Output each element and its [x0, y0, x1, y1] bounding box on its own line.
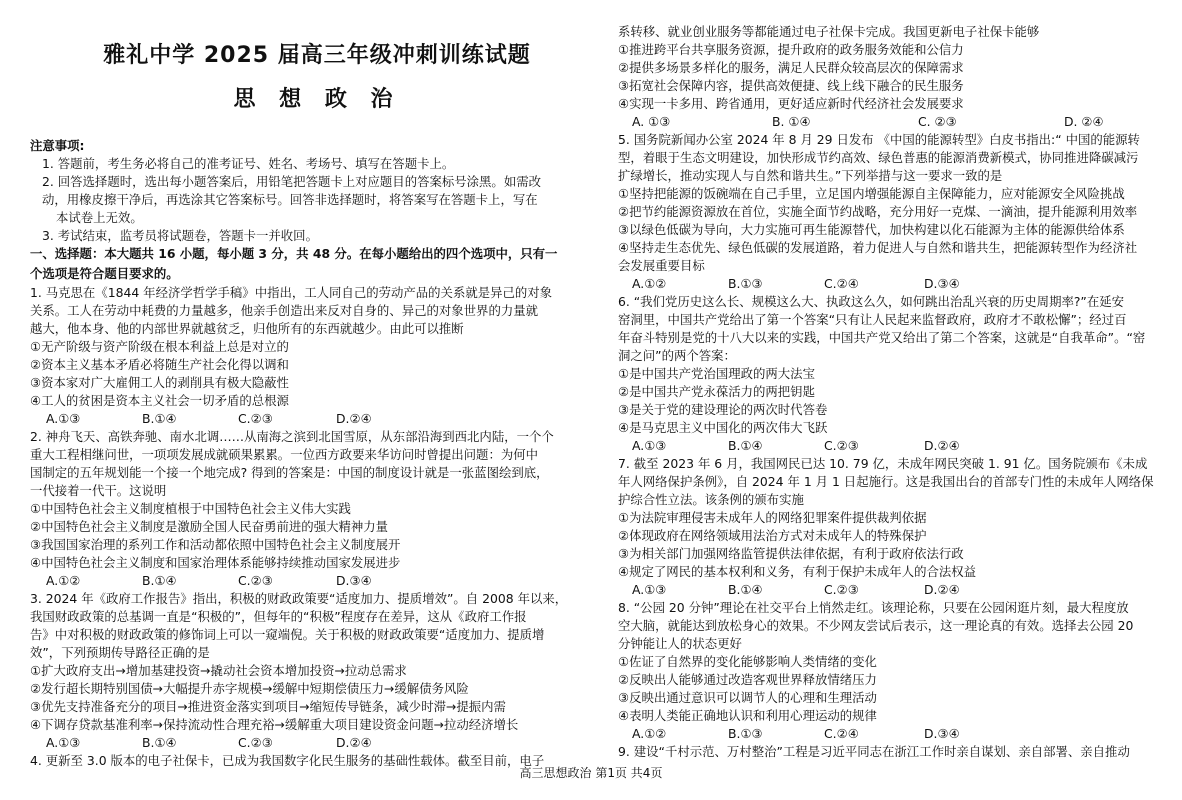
answer-choices — [618, 580, 1166, 600]
question-line: 9. 建设“千村示范、万村整治”工程是习近平同志在浙江工作时亲自谋划、亲自部署、亲自推动 — [618, 744, 1130, 759]
choice-b: B. ①④ — [772, 114, 811, 129]
page-footer: 高三思想政治 第1页 共4页 — [519, 766, 663, 780]
school-title: 雅礼中学 2025 届高三年级冲刺训练试题 — [103, 43, 531, 68]
choice-c: C.②④ — [824, 726, 859, 741]
choice-a: A.①③ — [46, 411, 81, 426]
question-line: 效”，下列预期传导路径正确的是 — [30, 645, 210, 660]
choice-a: A.①② — [632, 726, 667, 741]
option-item: ①佐证了自然界的变化能够影响人类情绪的变化 — [618, 654, 877, 669]
question-line: 关系。工人在劳动中耗费的力量越多，他亲手创造出来反对自身的、异己的对象世界的力量就 — [30, 303, 539, 318]
option-item: ④下调存贷款基准利率→保持流动性合理充裕→缓解重大项目建设资金问题→拉动经济增长 — [30, 717, 519, 732]
question-line: 1. 马克思在《1844 年经济学哲学手稿》中指出，工人同自己的劳动产品的关系就是异己的对象 — [30, 285, 553, 300]
choice-a: A.①③ — [632, 582, 667, 597]
option-item: ③资本家对广大雇佣工人的剥削具有极大隐蔽性 — [30, 375, 289, 390]
choice-c: C.②③ — [824, 438, 859, 453]
choice-c: C.②③ — [824, 582, 859, 597]
choice-c: C.②③ — [238, 735, 273, 750]
question-line: 5. 国务院新闻办公室 2024 年 8 月 29 日发布 《中国的能源转型》白皮书指出:“ 中国的能源转 — [618, 132, 1140, 147]
answer-choices — [618, 274, 1166, 294]
notice-heading: 注意事项: — [30, 138, 85, 153]
question-line: 告》中对积极的财政政策的修饰词上可以一窥端倪。关于积极的财政政策要“适度加力、提质增 — [30, 627, 545, 642]
option-item: ①坚持把能源的饭碗端在自己手里，立足国内增强能源自主保障能力，应对能源安全风险挑战 — [618, 186, 1125, 201]
option-item: ②中国特色社会主义制度是激励全国人民奋勇前进的强大精神力量 — [30, 519, 389, 534]
question-line: 重大工程相继问世，一项项发展成就硕果累累。一位西方政要来华访问时曾提出问题：为何中 — [30, 447, 539, 462]
option-item: ②反映出人能够通过改造客观世界释放情绪压力 — [618, 672, 877, 687]
notice-line: 本试卷上无效。 — [56, 210, 143, 225]
choice-d: D.②④ — [336, 411, 372, 426]
option-item: ④工人的贫困是资本主义社会一切矛盾的总根源 — [30, 393, 289, 408]
section-heading: 一、选择题：本大题共 16 小题，每小题 3 分，共 48 分。在每小题给出的四个选项中，只有一 — [30, 246, 558, 261]
choice-b: B.①④ — [142, 573, 177, 588]
option-item: ①为法院审理侵害未成年人的网络犯罪案件提供裁判依据 — [618, 510, 927, 525]
question-line: 3. 2024 年《政府工作报告》指出，积极的财政政策要“适度加力、提质增效”。自 2008 年以来， — [30, 591, 568, 606]
option-item: ②把节约能源资源放在首位，实施全面节约战略，充分用好一克煤、一滴油，提升能源利用效率 — [618, 204, 1138, 219]
answer-choices — [30, 733, 578, 753]
question-line: 我国财政政策的总基调一直是“积极的”，但每年的“积极”程度存在差异，这从《政府工作报 — [30, 609, 527, 624]
option-item: ④坚持走生态优先、绿色低碳的发展道路，着力促进人与自然和谐共生，把能源转型作为经济社 — [618, 240, 1138, 255]
choice-b: B.①④ — [142, 411, 177, 426]
question-line: 4. 更新至 3.0 版本的电子社保卡，已成为我国数字化民生服务的基础性载体。截至目前，电子 — [30, 753, 545, 768]
question-line: 护综合性立法。该条例的颁布实施 — [618, 492, 804, 507]
choice-b: B.①④ — [142, 735, 177, 750]
choice-d: D.②④ — [924, 438, 960, 453]
question-line: 空大脑，就能达到放松身心的效果。不少网友尝试后表示，这一理论真的有效。选择去公园 20 — [618, 618, 1134, 633]
choice-b: B.①③ — [728, 276, 763, 291]
answer-choices — [618, 724, 1166, 744]
option-item: ②体现政府在网络领域用法治方式对未成年人的特殊保护 — [618, 528, 927, 543]
option-item: ④是马克思主义中国化的两次伟大飞跃 — [618, 420, 828, 435]
choice-d: D.③④ — [924, 276, 960, 291]
option-item: ②资本主义基本矛盾必将随生产社会化得以调和 — [30, 357, 289, 372]
choice-c: C. ②③ — [918, 114, 957, 129]
choice-c: C.②③ — [238, 411, 273, 426]
option-item: 会发展重要目标 — [618, 258, 705, 273]
notice-line: 动，用橡皮擦干净后，再选涂其它答案标号。回答非选择题时，将答案写在答题卡上，写在 — [42, 192, 538, 207]
choice-b: B.①④ — [728, 438, 763, 453]
option-item: ③为相关部门加强网络监管提供法律依据，有利于政府依法行政 — [618, 546, 964, 561]
question-line: 2. 神舟飞天、高铁奔驰、南水北调……从南海之滨到北国雪原，从东部沿海到西北内陆，一个个 — [30, 429, 554, 444]
choice-d: D. ②④ — [1064, 114, 1104, 129]
option-item: ①扩大政府支出→增加基建投资→撬动社会资本增加投资→拉动总需求 — [30, 663, 407, 678]
choice-c: C.②④ — [824, 276, 859, 291]
option-item: ③优先支持准备充分的项目→推进资金落实到项目→缩短传导链条，减少时滞→提振内需 — [30, 699, 506, 714]
option-item: ④中国特色社会主义制度和国家治理体系能够持续推动国家发展进步 — [30, 555, 401, 570]
option-item: ③我国国家治理的系列工作和活动都依照中国特色社会主义制度展开 — [30, 537, 401, 552]
question-line: 分钟能让人的状态更好 — [618, 636, 742, 651]
subject-title: 思 想 政 治 — [233, 87, 401, 112]
question-line: 8. “公园 20 分钟”理论在社交平台上悄然走红。该理论称，只要在公园闲逛片刻，最大程度放 — [618, 600, 1129, 615]
answer-choices — [30, 571, 578, 591]
answer-choices — [618, 436, 1166, 456]
question-line: 型，着眼于生态文明建设，加快形成节约高效、绿色普惠的能源消费新模式，协同推进降碳减污 — [618, 150, 1139, 165]
choice-b: B.①④ — [728, 582, 763, 597]
option-item: ④规定了网民的基本权利和义务，有利于保护未成年人的合法权益 — [618, 564, 977, 579]
answer-choices — [30, 409, 578, 429]
question-line: 一代接着一代干。这说明 — [30, 483, 167, 498]
choice-d: D.②④ — [924, 582, 960, 597]
option-item: ②发行超长期特别国债→大幅提升赤字规模→缓解中短期偿债压力→缓解债务风险 — [30, 681, 469, 696]
option-item: ②提供多场景多样化的服务，满足人民群众较高层次的保障需求 — [618, 60, 964, 75]
question-line: 7. 截至 2023 年 6 月，我国网民已达 10. 79 亿，未成年网民突破 1. 91 亿。国务院颁布《未成 — [618, 456, 1148, 471]
option-item: ①是中国共产党治国理政的两大法宝 — [618, 366, 815, 381]
choice-d: D.②④ — [336, 735, 372, 750]
choice-b: B.①③ — [728, 726, 763, 741]
question-line: 年人网络保护条例》，自 2024 年 1 月 1 日起施行。这是我国出台的首部专门性的未成年人网络保 — [618, 474, 1154, 489]
choice-d: D.③④ — [336, 573, 372, 588]
option-item: ①中国特色社会主义制度植根于中国特色社会主义伟大实践 — [30, 501, 351, 516]
option-item: ④实现一卡多用、跨省通用，更好适应新时代经济社会发展要求 — [618, 96, 964, 111]
notice-line: 1. 答题前，考生务必将自己的准考证号、姓名、考场号、填写在答题卡上。 — [42, 156, 455, 171]
choice-a: A. ①③ — [632, 114, 671, 129]
option-item: ③是关于党的建设理论的两次时代答卷 — [618, 402, 828, 417]
question-line: 窑洞里，中国共产党给出了第一个答案“只有让人民起来监督政府，政府才不敢松懈”；经过百 — [618, 312, 1127, 327]
question-line: 年奋斗特别是党的十八大以来的实践，中国共产党又给出了第二个答案，这就是“自我革命”。“窑 — [618, 330, 1146, 345]
choice-a: A.①② — [632, 276, 667, 291]
option-item: ①无产阶级与资产阶级在根本利益上总是对立的 — [30, 339, 289, 354]
option-item: ②是中国共产党永葆活力的两把钥匙 — [618, 384, 815, 399]
option-item: ③拓宽社会保障内容，提供高效便捷、线上线下融合的民生服务 — [618, 78, 964, 93]
answer-choices — [618, 112, 1166, 132]
question-line: 扩绿增长，推动实现人与自然和谐共生。”下列举措与这一要求一致的是 — [618, 168, 1003, 183]
question-line: 系转移、就业创业服务等都能通过电子社保卡完成。我国更新电子社保卡能够 — [618, 24, 1040, 39]
option-item: ④表明人类能正确地认识和利用心理运动的规律 — [618, 708, 877, 723]
choice-c: C.②③ — [238, 573, 273, 588]
choice-a: A.①② — [46, 573, 81, 588]
question-line: 洞之问”的两个答案： — [618, 348, 736, 363]
question-line: 6. “我们党历史这么长、规模这么大、执政这么久，如何跳出治乱兴衰的历史周期率?”在延安 — [618, 294, 1125, 309]
notice-line: 2. 回答选择题时，选出每小题答案后，用铅笔把答题卡上对应题目的答案标号涂黑。如需改 — [42, 174, 541, 189]
option-item: ③以绿色低碳为导向，大力实施可再生能源替代，加快构建以化石能源为主体的能源供给体系 — [618, 222, 1125, 237]
choice-a: A.①③ — [46, 735, 81, 750]
notice-line: 3. 考试结束，监考员将试题卷，答题卡一并收回。 — [42, 228, 318, 243]
question-line: 越大，他本身、他的内部世界就越贫乏，归他所有的东西就越少。由此可以推断 — [30, 321, 464, 336]
question-line: 国制定的五年规划能一个接一个地完成? 得到的答案是：中国的制度设计就是一张蓝图绘到底， — [30, 465, 549, 480]
choice-d: D.③④ — [924, 726, 960, 741]
option-item: ③反映出通过意识可以调节人的心理和生理活动 — [618, 690, 877, 705]
option-item: ①推进跨平台共享服务资源，提升政府的政务服务效能和公信力 — [618, 42, 964, 57]
choice-a: A.①③ — [632, 438, 667, 453]
section-heading-cont: 个选项是符合题目要求的。 — [30, 266, 179, 281]
